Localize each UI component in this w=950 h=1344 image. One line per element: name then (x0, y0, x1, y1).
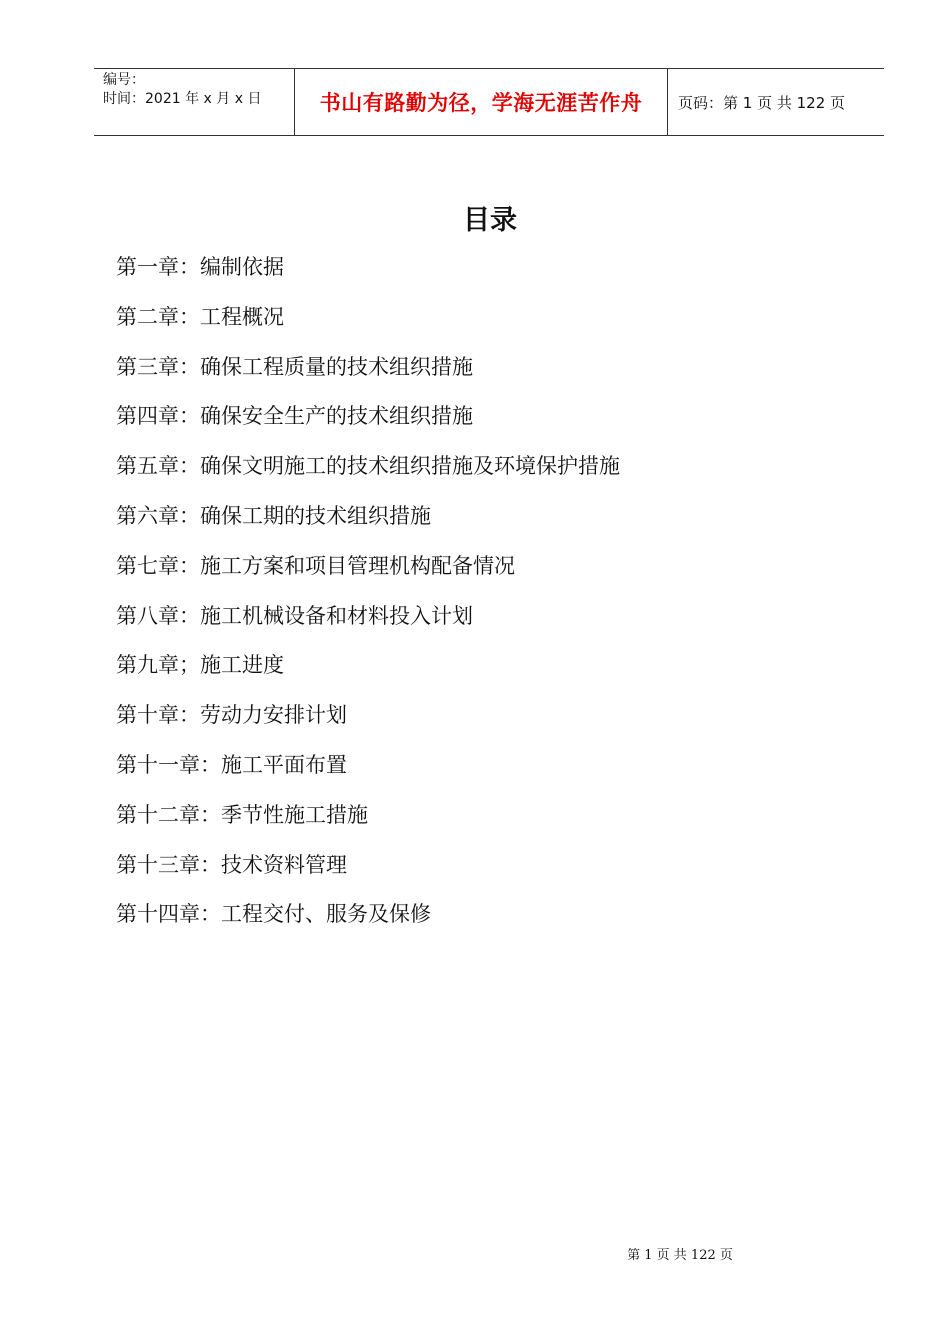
toc-item-14: 第十四章：工程交付、服务及保修 (116, 902, 431, 927)
toc-item-6: 第六章：确保工期的技术组织措施 (116, 503, 431, 528)
toc-list (116, 251, 620, 948)
toc-title: 目录 (463, 205, 517, 236)
header-meta-cell (94, 69, 295, 135)
header-motto-cell (295, 69, 668, 135)
page-header (94, 68, 884, 136)
toc-item-10: 第十章：劳动力安排计划 (116, 703, 347, 728)
toc-item-8: 第八章：施工机械设备和材料投入计划 (116, 603, 473, 628)
toc-item-1: 第一章：编制依据 (116, 255, 284, 279)
footer-page-number: 第 1 页 共 122 页 (627, 1248, 733, 1263)
code-label: 编号： (103, 72, 145, 88)
time-label: 时间：2021 年 x 月 x 日 (103, 91, 262, 107)
header-page-info: 页码：第 1 页 共 122 页 (678, 93, 846, 112)
page-footer (0, 1244, 950, 1263)
toc-item-13: 第十三章：技术资料管理 (116, 852, 347, 877)
toc-item-2: 第二章：工程概况 (116, 304, 284, 329)
motto-text: 书山有路勤为径，学海无涯苦作舟 (319, 90, 643, 115)
toc-item-9: 第九章；施工进度 (116, 653, 284, 678)
toc-item-5: 第五章：确保文明施工的技术组织措施及环境保护措施 (116, 454, 620, 479)
toc-item-3: 第三章：确保工程质量的技术组织措施 (116, 354, 473, 379)
toc-item-11: 第十一章：施工平面布置 (116, 752, 347, 777)
toc-item-12: 第十二章：季节性施工措施 (116, 802, 368, 827)
toc-item-7: 第七章：施工方案和项目管理机构配备情况 (116, 553, 515, 578)
header-page-cell (668, 69, 884, 135)
toc-item-4: 第四章：确保安全生产的技术组织措施 (116, 404, 473, 429)
